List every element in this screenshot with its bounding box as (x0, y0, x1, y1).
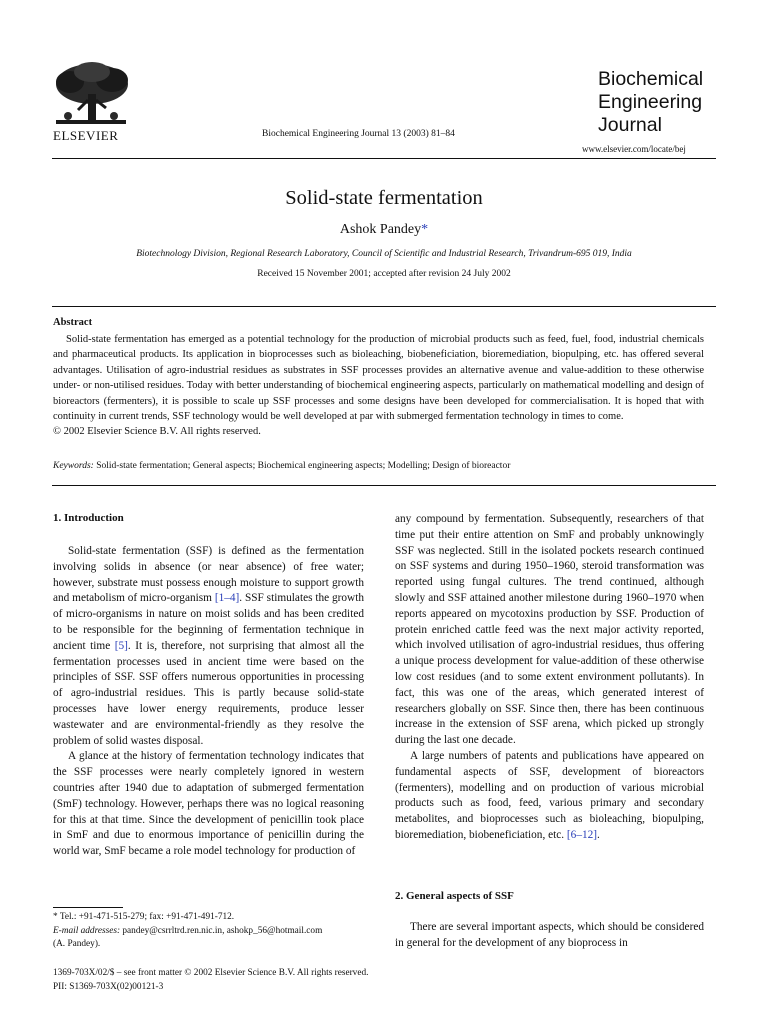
abstract-text: Solid-state fermentation has emerged as a potential technology for the production of microbial products such as feed, fuel, food, industrial chemicals and pharmaceutical products. Its application in bioprocesses such as bioleaching, biobeneficiation, bioremediation, biopulping, etc. has offered several advantages. Utilisation of agro-industrial residues as substrates in SSF processes provides an alternative avenue and value-addition to these otherwise under- or non-utilised residues. Today with better understanding of biochemical engineering aspects, particularly on mathematical modelling and design of bioreactors (fermenters), it is possible to scale up SSF processes and some designs have been developed for commercialisation. It is hoped that with continuity in current trends, SSF technology would be well developed at par with submerged fermentation technology in times to come. (53, 334, 704, 423)
abstract-body (53, 332, 704, 440)
abstract-copyright: © 2002 Elsevier Science B.V. All rights reserved. (53, 426, 261, 438)
article-author (0, 222, 768, 238)
intro-p1-text-c: . It is, therefore, not surprising that almost all the fermentation processes used in ancient time were based on the principles of SSF. SSF offers numerous opportunities in processing of agro-industrial residues. This is partly because solid-state processes have lower energy requirements, produce lesser wastewater and are environmental-friendly as they resolve the problem of solid wastes disposal. (53, 639, 365, 747)
journal-brand-line-2: Engineering (598, 91, 703, 113)
right-column (395, 512, 704, 844)
intro-paragraph-2-continued: any compound by fermentation. Subsequently, researchers of that time put their entire attention on SmF and probably unknowingly SSF was neglected. Still in the isolated pockets research continued on SSF systems and during 1950–1960, steroid transformation was reported using fungal cultures. The trend continued, although slowly and SSF attained another milestone during 1960–1970 when reports appeared on mycotoxins production by SSF. Production of protein enriched cattle feed was the next major activity reported, which involved utilisation of agro-industrial residues, thus offering a unique process development for value-addition of these otherwise low cost residues (and to some extent environment pollutants). In fact, this was one of the areas, which generated interest of researchers globally on SSF. Since then, there has been continuous increase in the extension of SSF arena, which picked up strongly during the last one decade. (395, 513, 704, 747)
author-affiliation: Biotechnology Division, Regional Research Laboratory, Council of Scientific and Industrial Research, Trivandrum-695 019, India (136, 249, 632, 259)
footnote-email-label: E-mail addresses: (53, 925, 121, 936)
journal-brand-line-1: Biochemical (598, 68, 704, 90)
elsevier-tree-logo (50, 60, 132, 130)
publisher-name: ELSEVIER (53, 128, 119, 143)
abstract-top-divider (52, 306, 716, 307)
footnote-email-list[interactable]: pandey@csrrltrd.ren.nic.in, ashokp_56@hotmail.com (122, 925, 323, 936)
left-column (53, 544, 364, 860)
abstract-bottom-divider (52, 485, 716, 486)
reference-link-1-4[interactable]: [1–4] (214, 592, 240, 605)
intro-p3-text: A large numbers of patents and publications have appeared on fundamental aspects of SSF, development of bioreactors (fermenters), modelling and on production of various microbial products such as food, feed, various primary and secondary metabolites, and bioprocesses such as bioleaching, biopulping, bioremediation, biobeneficiation, etc. (395, 749, 704, 841)
front-matter-notice: 1369-703X/02/$ – see front matter © 2002 Elsevier Science B.V. All rights reserved. (53, 968, 369, 978)
keywords-label: Keywords: (53, 461, 94, 471)
received-dates: Received 15 November 2001; accepted after revision 24 July 2002 (257, 269, 511, 279)
intro-paragraph-2: A glance at the history of fermentation technology indicates that the SSF processes were nearly completely ignored in western countries after 1940 due to adaptation of submerged fermentation (SmF) technology. However, perhaps there was no logical reasoning for this at that time. Since the development of penicillin took place in SmF and due to enormous importance of penicillin during the world war, SmF became a role model technology for production of (53, 750, 364, 858)
footnote-emails (53, 925, 373, 939)
pii-identifier: PII: S1369-703X(02)00121-3 (53, 982, 164, 992)
intro-p1-text-b: . SSF stimulates the growth of micro-organisms in nature on moist solids and has been credited to be responsible for the beginning of fermentation technique in ancient time (53, 592, 364, 652)
section2-paragraph-1: There are several important aspects, which should be considered in general for the development of any bioprocess in (395, 921, 704, 949)
abstract-heading: Abstract (53, 317, 93, 328)
journal-brand-line-3: Journal (598, 114, 662, 136)
intro-p3-end: . (597, 828, 600, 841)
keywords-list: Solid-state fermentation; General aspects; Biochemical engineering aspects; Modelling; Design of bioreactor (96, 461, 511, 471)
journal-citation: Biochemical Engineering Journal 13 (2003) 81–84 (262, 129, 455, 139)
article-title: Solid-state fermentation (285, 187, 483, 209)
intro-paragraph-3 (395, 749, 704, 844)
intro-p1-text-a: Solid-state fermentation (SSF) is defined as the fermentation involving solids in absence (or near absence) of free water; however, substrate must possess enough moisture to support growth and metabolism of micro-organism (53, 545, 364, 605)
footnote-contact (53, 911, 373, 925)
section-heading-introduction: 1. Introduction (53, 512, 124, 524)
footnote-divider (53, 907, 123, 908)
intro-paragraph-1 (53, 544, 364, 749)
journal-url[interactable]: www.elsevier.com/locate/bej (582, 144, 686, 154)
reference-link-5[interactable]: [5] (114, 639, 128, 652)
journal-brand (598, 68, 703, 137)
footnote-author-name: (A. Pandey). (53, 939, 101, 949)
section2-body (395, 920, 704, 952)
keywords (53, 461, 713, 471)
author-name: Ashok Pandey (339, 222, 422, 237)
section-heading-general-aspects: 2. General aspects of SSF (395, 890, 514, 902)
footnote-tel: Tel.: +91-471-515-279; fax: +91-471-491-712. (59, 912, 235, 922)
header-divider (52, 158, 716, 159)
footnote-mark: * (53, 912, 58, 922)
author-footnote (53, 911, 373, 952)
reference-link-6-12[interactable]: [6–12] (566, 828, 598, 841)
author-footnote-link[interactable]: * (421, 222, 429, 237)
